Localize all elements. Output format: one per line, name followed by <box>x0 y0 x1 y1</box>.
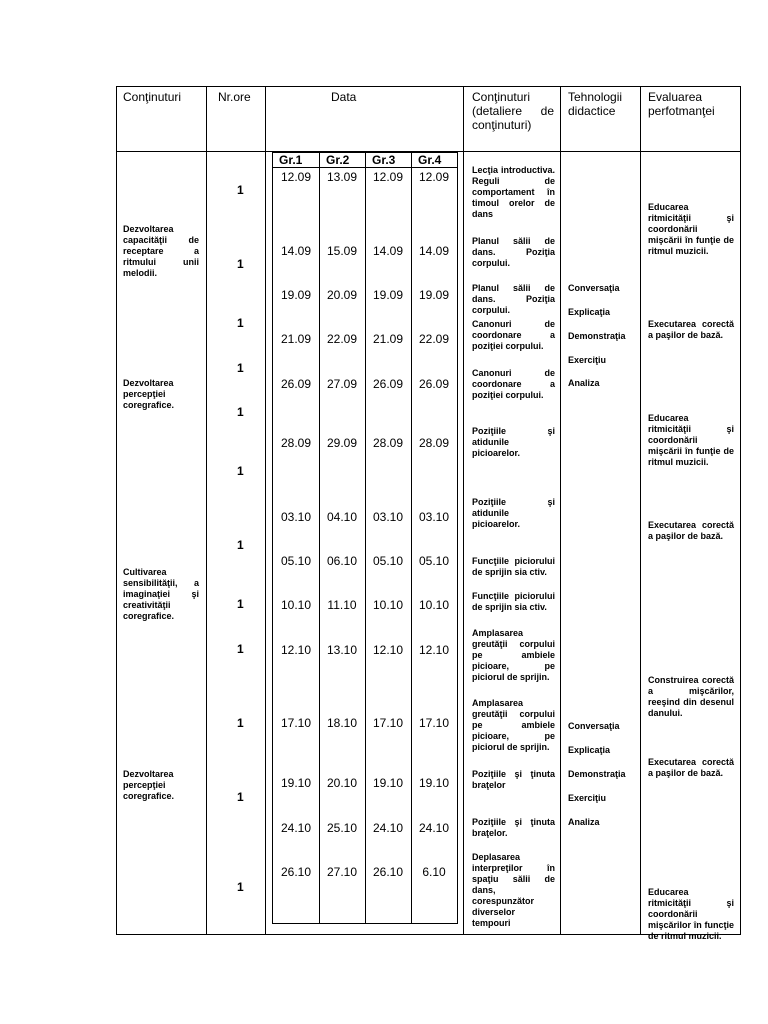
detail-item: Amplasarea greutăţii corpului pe ambiele picioare, pe piciorul de sprijin. <box>472 628 555 682</box>
header-continuturi: Conţinuturi <box>123 90 182 104</box>
date-cell: 10.10 <box>372 598 404 612</box>
hours-value: 1 <box>237 642 244 656</box>
date-cell: 15.09 <box>326 244 358 258</box>
date-cell: 17.10 <box>280 716 312 730</box>
date-cell: 27.09 <box>326 377 358 391</box>
date-cell: 26.10 <box>280 865 312 879</box>
detail-item: Canonuri de coordonare a poziţiei corpului. <box>472 368 555 400</box>
detail-item: Planul sălii de dans. Poziţia corpului. <box>472 236 555 268</box>
date-cell: 26.09 <box>418 377 450 391</box>
hours-value: 1 <box>237 316 244 330</box>
evaluation-item: Educarea ritmicităţii şi coordonării mişcării în funţie de ritmul muzicii. <box>648 413 734 467</box>
evaluation-item: Educarea ritmicităţii şi coordonării mişcării în funţie de ritmul muzicii. <box>648 202 734 256</box>
date-cell: 13.09 <box>326 170 358 184</box>
date-cell: 14.09 <box>418 244 450 258</box>
date-cell: 17.10 <box>418 716 450 730</box>
hours-value: 1 <box>237 183 244 197</box>
group-header: Gr.3 <box>372 153 396 167</box>
group-header: Gr.2 <box>326 153 350 167</box>
date-cell: 05.10 <box>280 554 312 568</box>
detail-item: Poziţiile şi ţinuta braţelor. <box>472 817 555 838</box>
date-cell: 24.10 <box>372 821 404 835</box>
hours-value: 1 <box>237 257 244 271</box>
hours-value: 1 <box>237 405 244 419</box>
date-cell: 12.10 <box>372 643 404 657</box>
hours-value: 1 <box>237 880 244 894</box>
date-cell: 19.10 <box>372 776 404 790</box>
date-cell: 20.10 <box>326 776 358 790</box>
date-cell: 12.10 <box>418 643 450 657</box>
date-cell: 19.09 <box>372 288 404 302</box>
header-nr-ore: Nr.ore <box>218 90 251 104</box>
hours-value: 1 <box>237 538 244 552</box>
date-cell: 21.09 <box>372 332 404 346</box>
date-cell: 19.10 <box>418 776 450 790</box>
date-cell: 27.10 <box>326 865 358 879</box>
date-cell: 10.10 <box>418 598 450 612</box>
date-cell: 03.10 <box>372 510 404 524</box>
date-cell: 03.10 <box>418 510 450 524</box>
date-cell: 28.09 <box>372 436 404 450</box>
date-cell: 19.09 <box>280 288 312 302</box>
date-cell: 05.10 <box>418 554 450 568</box>
date-cell: 6.10 <box>422 865 446 879</box>
detail-item: Amplasarea greutăţii corpului pe ambiele picioare, pe piciorul de sprijin. <box>472 698 555 752</box>
evaluation-item: Construirea corectă a mişcărilor, reeşind din desenul danului. <box>648 675 734 718</box>
method-item: Exerciţiu <box>568 793 607 803</box>
date-cell: 19.10 <box>280 776 312 790</box>
evaluation-item: Executarea corectă a paşilor de bază. <box>648 319 734 340</box>
evaluation-item: Executarea corectă a paşilor de bază. <box>648 757 734 778</box>
date-cell: 17.10 <box>372 716 404 730</box>
detail-item: Funcţiile piciorului de sprijin sia ctiv. <box>472 591 555 612</box>
date-cell: 21.09 <box>280 332 312 346</box>
date-cell: 12.10 <box>280 643 312 657</box>
date-cell: 12.09 <box>372 170 404 184</box>
date-cell: 13.10 <box>326 643 358 657</box>
date-cell: 26.10 <box>372 865 404 879</box>
date-cell: 24.10 <box>280 821 312 835</box>
evaluation-item: Executarea corectă a paşilor de bază. <box>648 520 734 541</box>
header-tehnologii: Tehnologii didactice <box>568 90 623 118</box>
date-cell: 06.10 <box>326 554 358 568</box>
content-item: Dezvoltarea percepţiei coregrafice. <box>123 378 175 410</box>
detail-item: Planul sălii de dans. Poziţia corpului. <box>472 283 555 315</box>
date-cell: 12.09 <box>280 170 312 184</box>
method-item: Conversaţia <box>568 721 620 731</box>
detail-item: Poziţiile şi ţinuta braţelor <box>472 769 555 790</box>
method-item: Analiza <box>568 817 600 827</box>
content-item: Dezvoltarea percepţiei coregrafice. <box>123 769 175 801</box>
date-cell: 28.09 <box>418 436 450 450</box>
method-item: Demonstraţia <box>568 769 626 779</box>
method-item: Conversaţia <box>568 283 620 293</box>
header-data: Data <box>331 90 357 104</box>
detail-item: Deplasarea interpreţilor în spaţiu sălii de dans, corespunzător diverselor tempouri <box>472 852 555 928</box>
hours-value: 1 <box>237 464 244 478</box>
date-cell: 19.09 <box>418 288 450 302</box>
detail-item: Canonuri de coordonare a poziţiei corpului. <box>472 319 555 351</box>
hours-value: 1 <box>237 597 244 611</box>
date-cell: 14.09 <box>372 244 404 258</box>
method-item: Analiza <box>568 378 600 388</box>
date-cell: 18.10 <box>326 716 358 730</box>
hours-value: 1 <box>237 361 244 375</box>
content-item: Dezvoltarea capacităţii de receptare a ritmului unii melodii. <box>123 224 199 278</box>
method-item: Exerciţiu <box>568 355 607 365</box>
date-cell: 29.09 <box>326 436 358 450</box>
date-cell: 22.09 <box>326 332 358 346</box>
date-cell: 05.10 <box>372 554 404 568</box>
date-cell: 14.09 <box>280 244 312 258</box>
date-cell: 28.09 <box>280 436 312 450</box>
date-cell: 20.09 <box>326 288 358 302</box>
date-cell: 10.10 <box>280 598 312 612</box>
method-item: Explicaţia <box>568 307 611 317</box>
hours-value: 1 <box>237 790 244 804</box>
group-header: Gr.1 <box>279 153 303 167</box>
date-cell: 04.10 <box>326 510 358 524</box>
method-item: Explicaţia <box>568 745 611 755</box>
group-header: Gr.4 <box>418 153 442 167</box>
header-evaluarea: Evaluarea perfotmanţei <box>648 90 715 118</box>
date-cell: 12.09 <box>418 170 450 184</box>
date-cell: 22.09 <box>418 332 450 346</box>
detail-item: Lecţia introductiva. Reguli de comportament în timoul orelor de dans <box>472 165 555 219</box>
content-item: Cultivarea sensibilităţii, a imaginaţiei şi creativităţii coregrafice. <box>123 567 199 621</box>
date-cell: 24.10 <box>418 821 450 835</box>
detail-item: Poziţiile şi atidunile picioarelor. <box>472 497 555 529</box>
header-detaliere: Conţinuturi (detaliere de conţinuturi) <box>472 90 554 132</box>
date-cell: 26.09 <box>372 377 404 391</box>
method-item: Demonstraţia <box>568 331 626 341</box>
date-cell: 11.10 <box>327 598 357 612</box>
date-cell: 03.10 <box>280 510 312 524</box>
date-cell: 26.09 <box>280 377 312 391</box>
detail-item: Funcţiile piciorului de sprijin sia ctiv. <box>472 556 555 577</box>
evaluation-item: Educarea ritmicităţii şi coordonării mişcărilor în funcţie de ritmul muzicii. <box>648 887 734 941</box>
hours-value: 1 <box>237 716 244 730</box>
detail-item: Poziţiile şi atidunile picioarelor. <box>472 426 555 458</box>
date-cell: 25.10 <box>326 821 358 835</box>
